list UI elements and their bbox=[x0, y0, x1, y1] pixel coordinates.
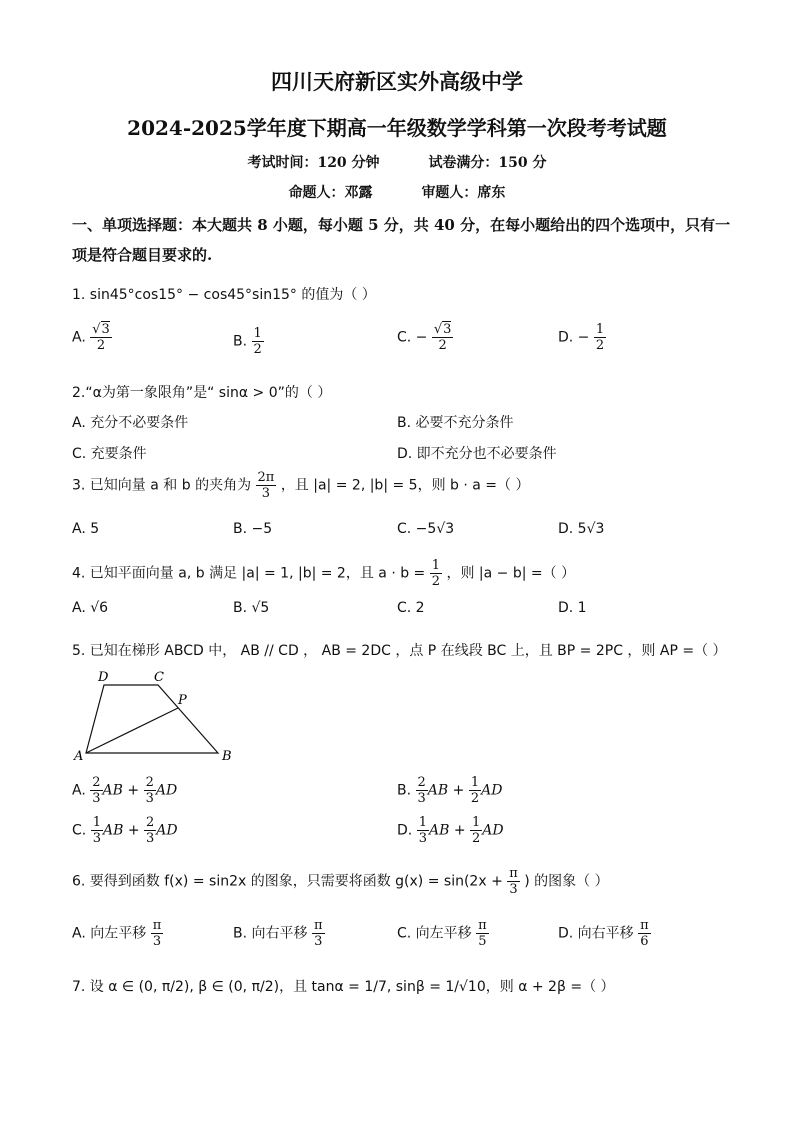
exam-author: 命题人：邓露 bbox=[288, 185, 373, 201]
q5-option-b: B. $\frac{2}{3}$ AB + $\frac{1}{2}$ AD bbox=[397, 775, 503, 806]
q6-option-d bbox=[558, 918, 651, 949]
exam-info bbox=[0, 152, 794, 172]
q3-option-b: B. −5 bbox=[233, 521, 273, 537]
school-name: 四川天府新区实外高级中学 bbox=[271, 69, 523, 94]
q6-stem-post: ) 的图象（ ） bbox=[524, 873, 609, 890]
q4-option-d: D. 1 bbox=[558, 600, 587, 616]
q1-option-b bbox=[233, 326, 264, 357]
q1-a-value: $\frac{√3}{2}$ bbox=[92, 322, 110, 353]
q2-option-c: C. 充要条件 bbox=[72, 446, 147, 462]
q5-d-coef1: $\frac{1}{3}$ bbox=[418, 815, 427, 846]
q4-option-b: B. √5 bbox=[233, 600, 270, 616]
q6-a-text: A. 向左平移 bbox=[72, 925, 147, 942]
q1-option-a bbox=[72, 322, 112, 353]
exam-score: 试卷满分：150 分 bbox=[428, 155, 547, 171]
q5-b-coef1: $\frac{2}{3}$ bbox=[417, 775, 426, 806]
q4-dot-value: $\frac{1}{2}$ bbox=[431, 558, 441, 589]
exam-authors bbox=[0, 182, 794, 202]
segment-ap bbox=[86, 708, 178, 753]
q1-stem: 1. sin45°cos15° − cos45°sin15° 的值为（ ） bbox=[72, 287, 376, 303]
q6-c-text: C. 向左平移 bbox=[397, 925, 472, 942]
point-c-label: C bbox=[154, 670, 164, 685]
q3-option-d: D. 5√3 bbox=[558, 521, 605, 537]
point-b-label: B bbox=[222, 749, 232, 764]
q5-b-label: B. bbox=[397, 782, 412, 799]
q7-stem: 7. 设 α ∈ (0, π/2), β ∈ (0, π/2)，且 tanα = 1/7, sinβ = 1/√10，则 α + 2β =（ ） bbox=[72, 979, 615, 995]
q4-option-c: C. 2 bbox=[397, 600, 425, 616]
q4-stem bbox=[72, 558, 575, 589]
q3-angle: $\frac{2\pi}{3}$ bbox=[257, 470, 275, 501]
q6-a-shift: $\frac{\pi}{3}$ bbox=[152, 918, 162, 949]
q6-option-c bbox=[397, 918, 489, 949]
exam-time: 考试时间：120 分钟 bbox=[247, 155, 380, 171]
q3-stem bbox=[72, 470, 529, 501]
q5-b-coef2: $\frac{1}{2}$ bbox=[470, 775, 480, 806]
point-p-label: P bbox=[178, 693, 187, 708]
q1-c-value: $\frac{√3}{2}$ bbox=[433, 322, 452, 353]
exam-title: 2024-2025学年度下期高一年级数学学科第一次段考考试题 bbox=[127, 116, 667, 140]
q6-option-b bbox=[233, 918, 325, 949]
q6-stem bbox=[72, 866, 609, 897]
q5-stem: 5. 已知在梯形 ABCD 中， AB // CD ， AB = 2DC ，点 P 在线段 BC 上，且 BP = 2PC ，则 AP =（ ） bbox=[72, 643, 727, 659]
q6-d-shift: $\frac{\pi}{6}$ bbox=[640, 918, 649, 949]
q3-stem-post: ，且 |a| = 2, |b| = 5，则 b · a =（ ） bbox=[280, 477, 530, 494]
q5-a-coef2: $\frac{2}{3}$ bbox=[145, 775, 154, 806]
q5-d-label: D. bbox=[397, 822, 413, 839]
q2-option-a: A. 充分不必要条件 bbox=[72, 415, 189, 431]
q4-option-a: A. √6 bbox=[72, 600, 109, 616]
q6-b-shift: $\frac{\pi}{3}$ bbox=[313, 918, 323, 949]
q4-stem-pre: 4. 已知平面向量 a, b 满足 |a| = 1, |b| = 2，且 a · b = bbox=[72, 565, 426, 582]
q6-b-text: B. 向右平移 bbox=[233, 925, 308, 942]
q1-b-value: $\frac{1}{2}$ bbox=[253, 326, 262, 357]
q1-option-d: D. − $\frac{1}{2}$ bbox=[558, 322, 605, 353]
exam-reviewer: 审题人：席东 bbox=[421, 185, 506, 201]
point-d-label: D bbox=[98, 670, 109, 685]
q1-b-label: B. bbox=[233, 333, 248, 350]
q1-c-label: C. bbox=[397, 329, 412, 346]
q6-c-shift: $\frac{\pi}{5}$ bbox=[478, 918, 487, 949]
q1-d-label: D. bbox=[558, 329, 574, 346]
q2-stem: 2.“α为第一象限角”是“ sinα > 0”的（ ） bbox=[72, 385, 332, 401]
q4-stem-post: ，则 |a − b| =（ ） bbox=[446, 565, 576, 582]
q6-d-text: D. 向右平移 bbox=[558, 925, 634, 942]
q5-d-coef2: $\frac{1}{2}$ bbox=[472, 815, 481, 846]
q6-phase: $\frac{\pi}{3}$ bbox=[509, 866, 518, 897]
q1-a-label: A. bbox=[72, 329, 86, 346]
q5-option-c: C. $\frac{1}{3}$ AB + $\frac{2}{3}$ AD bbox=[72, 815, 178, 846]
q5-a-label: A. bbox=[72, 782, 86, 799]
q2-option-d: D. 即不充分也不必要条件 bbox=[397, 446, 557, 462]
q5-option-a: A. $\frac{2}{3}$ AB + $\frac{2}{3}$ AD bbox=[72, 775, 178, 806]
q5-c-coef2: $\frac{2}{3}$ bbox=[146, 815, 155, 846]
section-heading: 一、单项选择题：本大题共 8 小题，每小题 5 分，共 40 分，在每小题给出的四个选项中，只有一项是符合题目要求的. bbox=[72, 216, 731, 264]
trapezoid-figure bbox=[70, 668, 240, 764]
q1-d-value: $\frac{1}{2}$ bbox=[595, 322, 605, 353]
q3-option-c: C. −5√3 bbox=[397, 521, 455, 537]
q2-option-b: B. 必要不充分条件 bbox=[397, 415, 514, 431]
q5-option-d: D. $\frac{1}{3}$ AB + $\frac{1}{2}$ AD bbox=[397, 815, 504, 846]
q5-c-coef1: $\frac{1}{3}$ bbox=[92, 815, 101, 846]
q3-option-a: A. 5 bbox=[72, 521, 100, 537]
point-a-label: A bbox=[74, 749, 84, 764]
q6-option-a bbox=[72, 918, 163, 949]
q5-a-coef1: $\frac{2}{3}$ bbox=[92, 775, 101, 806]
q1-option-c: C. − $\frac{√3}{2}$ bbox=[397, 322, 452, 353]
q3-stem-pre: 3. 已知向量 a 和 b 的夹角为 bbox=[72, 477, 252, 494]
q6-stem-pre: 6. 要得到函数 f(x) = sin2x 的图象，只需要将函数 g(x) = sin(2x + bbox=[72, 873, 503, 890]
q5-c-label: C. bbox=[72, 822, 87, 839]
